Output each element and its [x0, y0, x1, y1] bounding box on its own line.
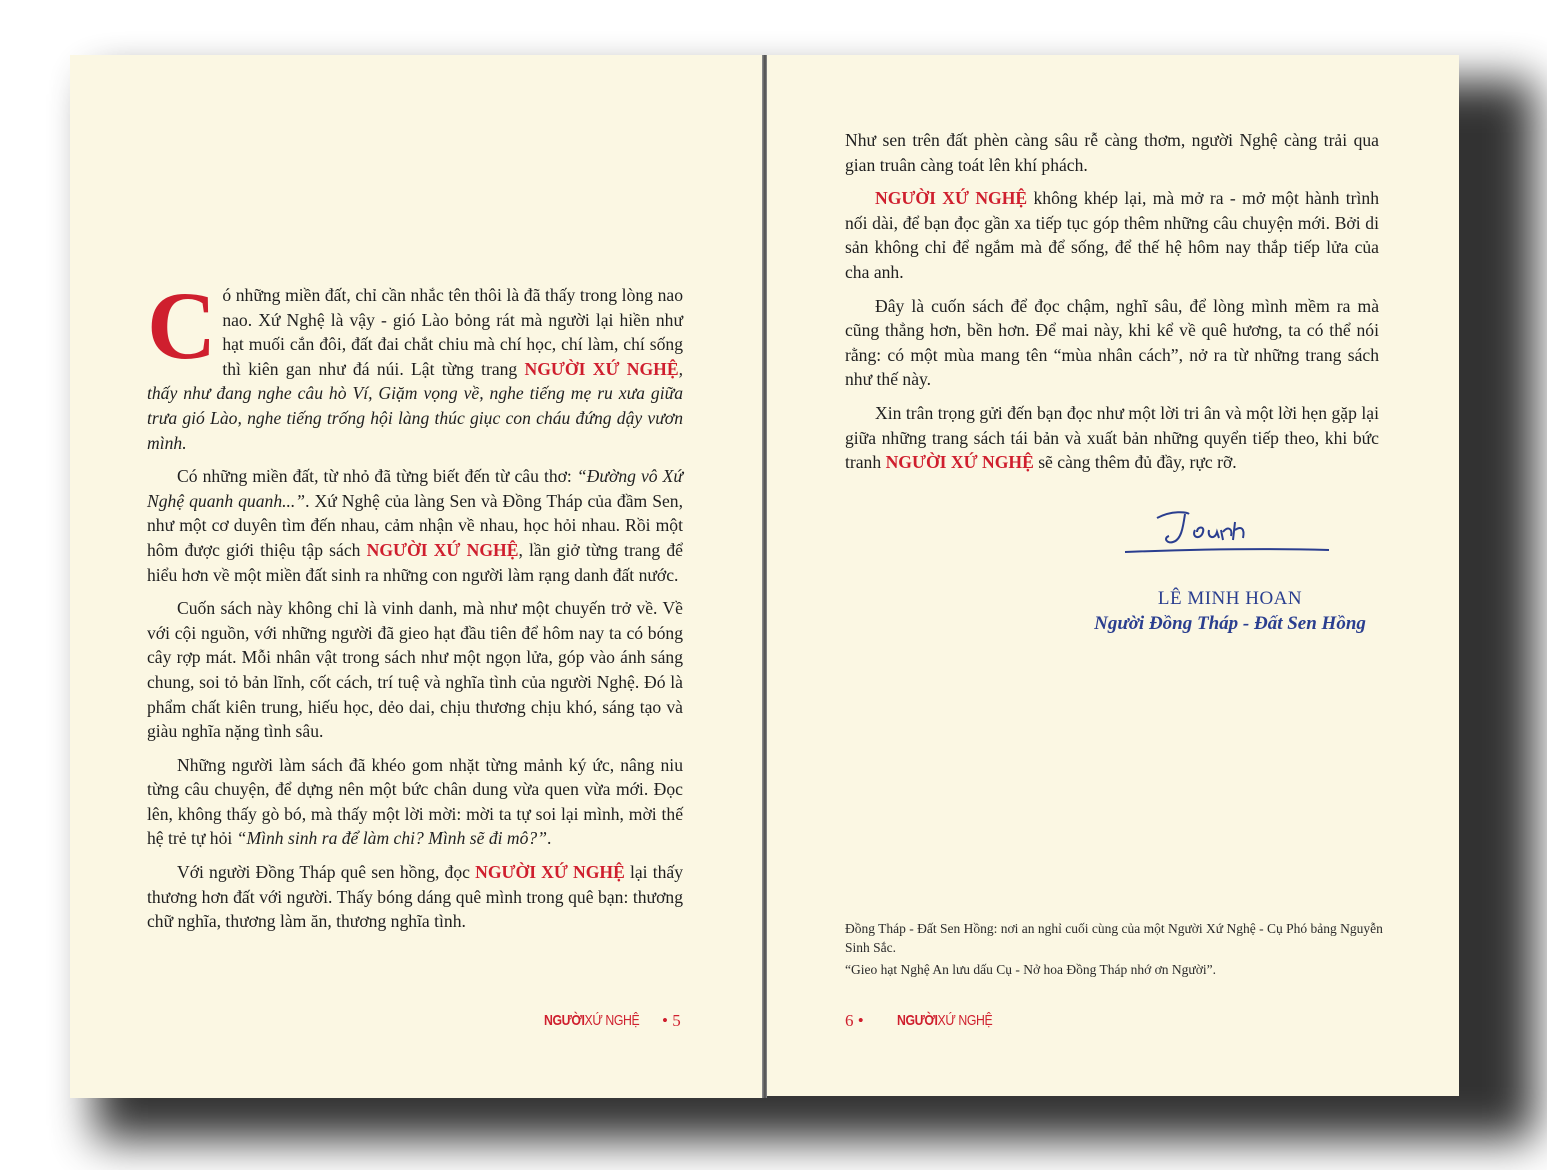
text-run: . [547, 828, 552, 849]
left-page-body [147, 272, 683, 943]
logo-part: NGƯỜI [897, 1012, 938, 1029]
book-title-inline: NGƯỜI XỨ NGHỆ [475, 862, 625, 883]
text-run: , thấy như đang nghe câu hò Ví, Giặm vọng về, nghe tiếng mẹ ru xưa giữa trưa gió Lào, nghe tiếng trống hội làng thúc giục con cháu đứng dậy vươn mình. [147, 358, 683, 453]
question-quote: “Mình sinh ra để làm chi? Mình sẽ đi mô?” [236, 828, 548, 849]
text-run: sẽ càng thêm đủ đầy, rực rỡ. [1033, 452, 1237, 473]
paragraph-1 [147, 272, 683, 455]
paragraph-5 [147, 860, 683, 934]
signature-image [1117, 500, 1337, 570]
author-affiliation: Người Đồng Tháp - Đất Sen Hồng [1094, 613, 1366, 634]
text-run: Xin trân trọng gửi đến bạn đọc như một lời tri ân và một lời hẹn gặp lại giữa những trang sách tái bản và xuất bản những quyển tiếp theo, khi bức tranh [845, 402, 1379, 473]
text-run: Có những miền đất, từ nhỏ đã từng biết đến từ câu thơ: [177, 466, 577, 487]
text-run: Những người làm sách đã khéo gom nhặt từng mảnh ký ức, nâng niu từng câu chuyện, để dựng nên một bức chân dung vừa quen vừa mới. Đọc lên, không thấy gò bó, mà thấy một lời mời: mời ta tự soi lại mình, mời thế hệ trẻ tự hỏi [147, 754, 683, 849]
right-page-body [845, 128, 1379, 484]
text-run: ó những miền đất, chỉ cần nhắc tên thôi là đã thấy trong lòng nao nao. Xứ Nghệ là vậy - gió Lào bỏng rát mà người lại hiền như hạt muối cắn đôi, đất đai chắt chiu mà chí học, chí làm, chí sống thì kiên gan như đá núi. Lật từng trang [222, 285, 683, 379]
text-run: . Xứ Nghệ của làng Sen và Đồng Tháp của đầm Sen, như một cơ duyên tìm đến nhau, cảm nhận về nhau, học hỏi nhau. Rồi một hôm được giới thiệu tập sách [147, 490, 683, 560]
author-name: LÊ MINH HOAN [1157, 588, 1303, 609]
folio-logo [544, 1012, 639, 1029]
text-run: không khép lại, mà mở ra - mở một hành trình nối dài, để bạn đọc gần xa tiếp tục góp thêm những câu chuyện mới. Bởi di sản không chỉ để ngắm mà để sống, để thế hệ hôm nay thắp tiếp lửa của cha anh. [845, 188, 1379, 282]
folio-logo [897, 1012, 992, 1029]
drop-cap: C [147, 272, 217, 379]
paragraph-4 [147, 753, 683, 851]
footnote-1: Đồng Tháp - Đất Sen Hồng: nơi an nghỉ cuối cùng của một Người Xứ Nghệ - Cụ Phó bảng Nguyễn Sinh Sắc. [845, 921, 1383, 955]
text-run: lại thấy thương hơn đất với người. Thấy bóng dáng quê mình trong quê bạn: thương chữ nghĩa, thương làm ăn, thương nghĩa tình. [147, 862, 683, 932]
paragraph-2 [845, 186, 1379, 284]
left-page [70, 55, 762, 1098]
paragraph-1: Như sen trên đất phèn càng sâu rễ càng thơm, người Nghệ càng trải qua gian truân càng toát lên khí phách. [845, 130, 1379, 175]
paragraph-2 [147, 464, 683, 587]
poem-quote: “Đường vô Xứ Nghệ quanh quanh...” [147, 466, 683, 511]
page-number: 6 • [845, 1011, 864, 1030]
book-title-inline: NGƯỜI XỨ NGHỆ [366, 539, 519, 560]
book-title-inline: NGƯỜI XỨ NGHỆ [875, 188, 1028, 209]
book-title-inline: NGƯỜI XỨ NGHỆ [885, 452, 1034, 473]
paragraph-4 [845, 401, 1379, 475]
footnote-2: “Gieo hạt Nghệ An lưu dấu Cụ - Nở hoa Đồng Tháp nhớ ơn Người”. [845, 962, 1217, 977]
logo-part: NGƯỜI [544, 1012, 585, 1029]
paragraph-3: Cuốn sách này không chỉ là vinh danh, mà như một chuyến trở về. Về với cội nguồn, với những người đã gieo hạt đầu tiên để hôm nay ta có bóng cây rợp mát. Mỗi nhân vật trong sách như một ngọn lửa, góp vào ánh sáng chung, soi tỏ bản lĩnh, cốt cách, trí tuệ và nghĩa tình của người Nghệ. Đó là phẩm chất kiên trung, hiếu học, dẻo dai, chịu thương chịu khó, sáng tạo và giàu nghĩa nặng tình sâu. [147, 598, 683, 742]
paragraph-3: Đây là cuốn sách để đọc chậm, nghĩ sâu, để lòng mình mềm ra mà cũng thẳng hơn, bền hơn. Để mai này, khi kể về quê hương, ta có thể nói rằng: có một mùa mang tên “mùa nhân cách”, nở ra từ những trang sách như thế này. [845, 295, 1379, 390]
book-title-inline: NGƯỜI XỨ NGHỆ [524, 358, 679, 379]
text-run: , lần giở từng trang để hiểu hơn về một miền đất sinh ra những con người làm rạng danh đất nước. [147, 539, 683, 585]
right-page [767, 55, 1459, 1096]
page-number: • 5 [662, 1011, 681, 1030]
text-run: Với người Đồng Tháp quê sen hồng, đọc [177, 862, 476, 883]
logo-part: XỨ NGHỆ [584, 1012, 640, 1029]
logo-part: XỨ NGHỆ [937, 1012, 993, 1029]
